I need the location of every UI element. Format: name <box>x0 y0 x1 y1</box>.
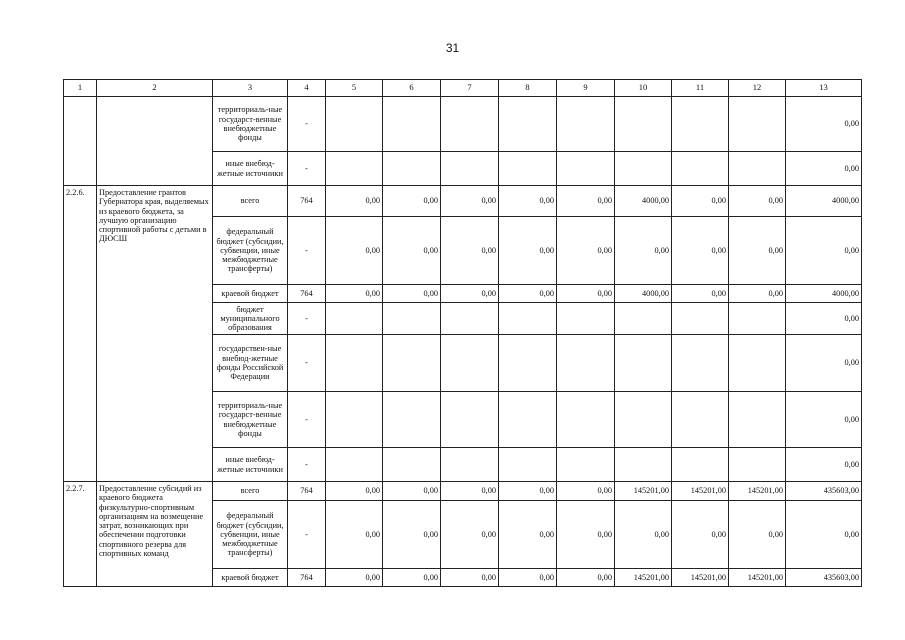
year-value <box>499 335 557 392</box>
year-value: 0,00 <box>557 482 615 501</box>
budget-code: 764 <box>288 569 326 587</box>
year-value: 0,00 <box>383 285 441 303</box>
year-value: 145201,00 <box>615 482 672 501</box>
funding-source: территориаль-ные государст-венные внебюджетные фонды <box>213 392 288 448</box>
year-value: 0,00 <box>383 569 441 587</box>
year-value: 145201,00 <box>672 482 729 501</box>
total-value: 4000,00 <box>786 186 862 217</box>
year-value <box>326 392 383 448</box>
budget-table <box>63 79 862 587</box>
year-value <box>441 335 499 392</box>
year-value <box>326 152 383 186</box>
year-value <box>441 303 499 335</box>
column-header: 5 <box>326 80 383 97</box>
year-value: 0,00 <box>672 186 729 217</box>
year-value: 0,00 <box>615 217 672 285</box>
year-value: 145201,00 <box>729 569 786 587</box>
budget-code: - <box>288 303 326 335</box>
year-value <box>441 392 499 448</box>
year-value <box>615 152 672 186</box>
budget-code: - <box>288 335 326 392</box>
column-header: 6 <box>383 80 441 97</box>
year-value <box>729 335 786 392</box>
year-value: 0,00 <box>326 285 383 303</box>
year-value <box>615 448 672 482</box>
item-number: 2.2.6. <box>64 186 97 482</box>
year-value <box>672 152 729 186</box>
year-value: 0,00 <box>557 569 615 587</box>
year-value: 0,00 <box>499 569 557 587</box>
year-value: 145201,00 <box>672 569 729 587</box>
year-value: 0,00 <box>441 482 499 501</box>
year-value <box>326 303 383 335</box>
year-value: 0,00 <box>729 285 786 303</box>
budget-code: - <box>288 217 326 285</box>
year-value <box>557 392 615 448</box>
funding-source: территориаль-ные государст-венные внебюджетные фонды <box>213 97 288 152</box>
year-value: 4000,00 <box>615 186 672 217</box>
total-value: 0,00 <box>786 335 862 392</box>
year-value: 4000,00 <box>615 285 672 303</box>
column-header: 2 <box>97 80 213 97</box>
year-value: 0,00 <box>383 217 441 285</box>
funding-source: всего <box>213 186 288 217</box>
budget-code: 764 <box>288 482 326 501</box>
funding-source: бюджет муниципального образования <box>213 303 288 335</box>
budget-code: - <box>288 501 326 569</box>
page-number: 31 <box>445 41 460 55</box>
year-value <box>557 303 615 335</box>
year-value: 0,00 <box>499 501 557 569</box>
column-header: 9 <box>557 80 615 97</box>
total-value: 4000,00 <box>786 285 862 303</box>
total-value: 0,00 <box>786 97 862 152</box>
year-value: 0,00 <box>499 285 557 303</box>
year-value <box>615 97 672 152</box>
year-value <box>615 392 672 448</box>
column-header: 7 <box>441 80 499 97</box>
item-number-empty <box>64 97 97 186</box>
budget-code: - <box>288 392 326 448</box>
year-value: 145201,00 <box>729 482 786 501</box>
year-value: 0,00 <box>615 501 672 569</box>
year-value <box>383 335 441 392</box>
year-value: 0,00 <box>441 501 499 569</box>
year-value <box>729 392 786 448</box>
table-body <box>64 80 862 587</box>
year-value: 0,00 <box>499 482 557 501</box>
year-value <box>383 303 441 335</box>
funding-source: государствен-ные внебюд-жетные фонды Российской Федерации <box>213 335 288 392</box>
year-value <box>441 448 499 482</box>
year-value <box>615 335 672 392</box>
budget-code: - <box>288 97 326 152</box>
year-value <box>672 335 729 392</box>
year-value <box>557 97 615 152</box>
year-value: 0,00 <box>326 186 383 217</box>
column-header: 13 <box>786 80 862 97</box>
total-value: 435603,00 <box>786 569 862 587</box>
year-value: 0,00 <box>557 285 615 303</box>
funding-source: всего <box>213 482 288 501</box>
year-value: 0,00 <box>326 482 383 501</box>
item-name: Предоставление грантов Губернатора края, выделяемых из краевого бюджета, за лучшую организацию спортивной работы с детьми в ДЮСШ <box>97 186 213 482</box>
year-value <box>672 97 729 152</box>
year-value: 0,00 <box>383 501 441 569</box>
year-value <box>615 303 672 335</box>
year-value <box>499 97 557 152</box>
year-value <box>499 448 557 482</box>
year-value: 145201,00 <box>615 569 672 587</box>
year-value <box>672 392 729 448</box>
year-value: 0,00 <box>729 501 786 569</box>
year-value <box>557 448 615 482</box>
funding-source: иные внебюд-жетные источники <box>213 152 288 186</box>
budget-code: - <box>288 448 326 482</box>
total-value: 0,00 <box>786 217 862 285</box>
year-value <box>499 303 557 335</box>
year-value: 0,00 <box>672 285 729 303</box>
year-value: 0,00 <box>557 217 615 285</box>
column-header: 11 <box>672 80 729 97</box>
table-row <box>64 97 862 152</box>
total-value: 0,00 <box>786 501 862 569</box>
year-value <box>441 97 499 152</box>
year-value <box>499 392 557 448</box>
year-value: 0,00 <box>326 569 383 587</box>
column-header: 4 <box>288 80 326 97</box>
column-header: 12 <box>729 80 786 97</box>
year-value <box>383 448 441 482</box>
budget-code: 764 <box>288 186 326 217</box>
total-value: 0,00 <box>786 448 862 482</box>
year-value: 0,00 <box>383 482 441 501</box>
column-header: 3 <box>213 80 288 97</box>
year-value <box>441 152 499 186</box>
item-name: Предоставление субсидий из краевого бюджета физкультурно-спортивным организациям на возмещение затрат, возникающих при обеспечении подготовки спортивного резерва для спортивных команд <box>97 482 213 587</box>
item-name-empty <box>97 97 213 186</box>
year-value: 0,00 <box>441 217 499 285</box>
column-header: 10 <box>615 80 672 97</box>
funding-source: федеральный бюджет (субсидии, субвенции, иные межбюджетные трансферты) <box>213 501 288 569</box>
year-value <box>672 303 729 335</box>
year-value <box>383 97 441 152</box>
year-value <box>672 448 729 482</box>
year-value: 0,00 <box>499 217 557 285</box>
funding-source: краевой бюджет <box>213 569 288 587</box>
year-value: 0,00 <box>729 217 786 285</box>
year-value <box>499 152 557 186</box>
year-value <box>729 97 786 152</box>
table-row <box>64 186 862 217</box>
year-value <box>383 152 441 186</box>
column-header: 8 <box>499 80 557 97</box>
column-header-row <box>64 80 862 97</box>
year-value: 0,00 <box>557 501 615 569</box>
year-value: 0,00 <box>499 186 557 217</box>
year-value <box>557 152 615 186</box>
funding-source: краевой бюджет <box>213 285 288 303</box>
year-value: 0,00 <box>383 186 441 217</box>
year-value <box>326 448 383 482</box>
year-value: 0,00 <box>441 285 499 303</box>
total-value: 435603,00 <box>786 482 862 501</box>
budget-code: - <box>288 152 326 186</box>
table-row <box>64 482 862 501</box>
total-value: 0,00 <box>786 152 862 186</box>
year-value <box>326 97 383 152</box>
year-value: 0,00 <box>672 501 729 569</box>
total-value: 0,00 <box>786 303 862 335</box>
year-value <box>326 335 383 392</box>
year-value <box>729 448 786 482</box>
funding-source: федеральный бюджет (субсидии, субвенции, иные межбюджетные трансферты) <box>213 217 288 285</box>
year-value <box>729 303 786 335</box>
year-value: 0,00 <box>326 501 383 569</box>
year-value <box>383 392 441 448</box>
year-value: 0,00 <box>441 186 499 217</box>
year-value: 0,00 <box>557 186 615 217</box>
year-value: 0,00 <box>441 569 499 587</box>
year-value: 0,00 <box>326 217 383 285</box>
year-value: 0,00 <box>729 186 786 217</box>
budget-code: 764 <box>288 285 326 303</box>
column-header: 1 <box>64 80 97 97</box>
year-value <box>557 335 615 392</box>
year-value: 0,00 <box>672 217 729 285</box>
item-number: 2.2.7. <box>64 482 97 587</box>
year-value <box>729 152 786 186</box>
total-value: 0,00 <box>786 392 862 448</box>
funding-source: иные внебюд-жетные источники <box>213 448 288 482</box>
